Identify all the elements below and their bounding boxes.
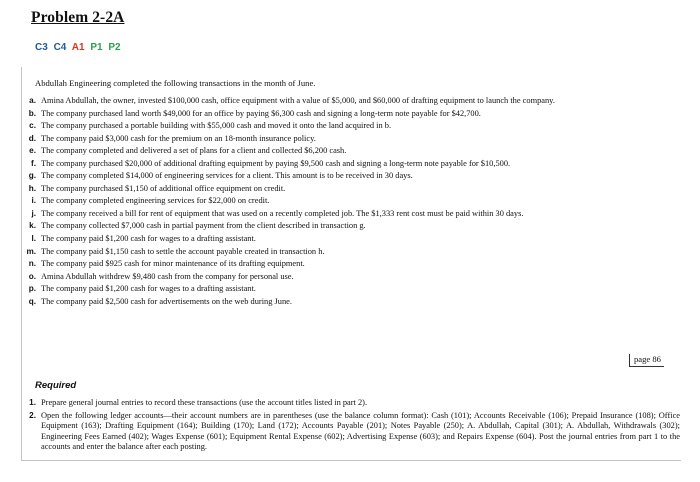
problem-title: Problem 2-2A — [31, 9, 125, 26]
transaction-item — [22, 283, 672, 296]
transaction-text: The company purchased land worth $49,000 for an office by paying $6,300 cash and signing a long-term note payable for $42,700. — [41, 108, 481, 118]
transaction-text: The company received a bill for rent of equipment that was used on a recently completed job. The $1,333 rent cost must be paid within 30 days. — [41, 208, 524, 218]
transaction-letter: o. — [28, 271, 36, 281]
transaction-letter: q. — [28, 296, 36, 306]
transaction-text: The company purchased a portable building with $55,000 cash and moved it onto the land acquired in b. — [41, 121, 392, 131]
requirement-item — [22, 411, 680, 453]
code-c3: C3 — [35, 42, 48, 53]
code-p1: P1 — [90, 42, 103, 53]
transaction-item — [22, 233, 672, 246]
transaction-text: The company paid $925 cash for minor maintenance of its drafting equipment. — [41, 259, 305, 269]
code-p2: P2 — [108, 42, 121, 53]
transaction-item — [22, 183, 672, 196]
transaction-item — [22, 95, 672, 108]
transaction-text: The company paid $2,500 cash for advertisements on the web during June. — [41, 296, 292, 306]
page-reference: page 86 — [629, 354, 664, 367]
transaction-letter: l. — [31, 234, 36, 244]
transaction-list — [22, 95, 672, 308]
required-heading: Required — [35, 380, 77, 391]
requirement-item — [22, 398, 680, 409]
transaction-letter: p. — [28, 284, 36, 294]
transaction-text: The company purchased $20,000 of additional drafting equipment by paying $9,500 cash and signing a long-term note payable for $10,500. — [41, 158, 511, 168]
transaction-item — [22, 246, 672, 259]
transaction-letter: e. — [29, 146, 36, 156]
code-c4: C4 — [53, 42, 67, 53]
transaction-text: The company paid $1,200 cash for wages to a drafting assistant. — [41, 284, 256, 294]
transaction-text: Amina Abdullah, the owner, invested $100,000 cash, office equipment with a value of $5,000, and $60,000 of drafting equipment to launch the company. — [41, 96, 555, 105]
transaction-letter: d. — [28, 133, 36, 143]
transaction-letter: j. — [31, 208, 36, 218]
transaction-letter: m. — [26, 246, 36, 256]
transaction-letter: b. — [28, 108, 36, 118]
transaction-text: The company completed $14,000 of engineering services for a client. This amount is to be received in 30 days. — [41, 171, 413, 181]
transaction-letter: f. — [30, 158, 36, 168]
transaction-item — [22, 258, 672, 271]
transaction-letter: a. — [29, 96, 36, 105]
transaction-item — [22, 108, 672, 121]
transaction-text: The company purchased $1,150 of additional office equipment on credit. — [41, 183, 286, 193]
transaction-item — [22, 170, 672, 183]
transaction-text: The company completed and delivered a set of plans for a client and collected $6,200 cash. — [41, 146, 347, 156]
transaction-item — [22, 296, 672, 309]
transaction-item — [22, 133, 672, 146]
transaction-text: The company paid $1,150 cash to settle the account payable created in transaction h. — [41, 246, 325, 256]
requirement-text: Prepare general journal entries to record these transactions (use the account titles listed in part 2). — [41, 398, 368, 407]
code-a1: A1 — [71, 42, 85, 53]
transaction-item — [22, 145, 672, 158]
transaction-item — [22, 271, 672, 284]
transaction-letter: k. — [29, 221, 36, 231]
transaction-letter: i. — [31, 196, 36, 206]
transaction-letter: h. — [28, 183, 36, 193]
transaction-letter: c. — [29, 121, 36, 131]
transaction-text: The company collected $7,000 cash in partial payment from the client described in transaction g. — [41, 221, 366, 231]
transaction-text: The company completed engineering services for $22,000 on credit. — [41, 196, 270, 206]
requirement-text: Open the following ledger accounts—their account numbers are in parentheses (use the balance column format): Cash (101); Accounts Receivable (106); Prepaid Insurance (108); Office Equipment (163); Drafting Equipment (164); Building (170); Land (172); Accounts Payable (201); Notes Payable (250); A. Abdullah, Capital (301); A. Abdullah, Withdrawals (302); Engineering Fees Earned (402); Wages Expense (601); Equipment Rental Expense (602); Advertising Expense (603); and Repairs Expense (604). Post the journal entries from part 1 to the accounts and enter the balance after each posting. — [41, 410, 680, 451]
intro-text: Abdullah Engineering completed the following transactions in the month of June. — [35, 78, 316, 88]
learning-objective-codes — [35, 42, 124, 53]
requirement-number: 2. — [29, 410, 36, 420]
transaction-item — [22, 208, 672, 221]
transaction-text: The company paid $3,000 cash for the premium on an 18-month insurance policy. — [41, 133, 316, 143]
transaction-item — [22, 220, 672, 233]
transaction-letter: n. — [28, 259, 36, 269]
requirements-list — [22, 398, 680, 455]
transaction-text: Amina Abdullah withdrew $9,480 cash from the company for personal use. — [41, 271, 294, 281]
transaction-item — [22, 195, 672, 208]
transaction-item — [22, 120, 672, 133]
transaction-letter: g. — [28, 171, 36, 181]
requirement-number: 1. — [29, 398, 36, 407]
transaction-item — [22, 158, 672, 171]
transaction-text: The company paid $1,200 cash for wages to a drafting assistant. — [41, 234, 256, 244]
